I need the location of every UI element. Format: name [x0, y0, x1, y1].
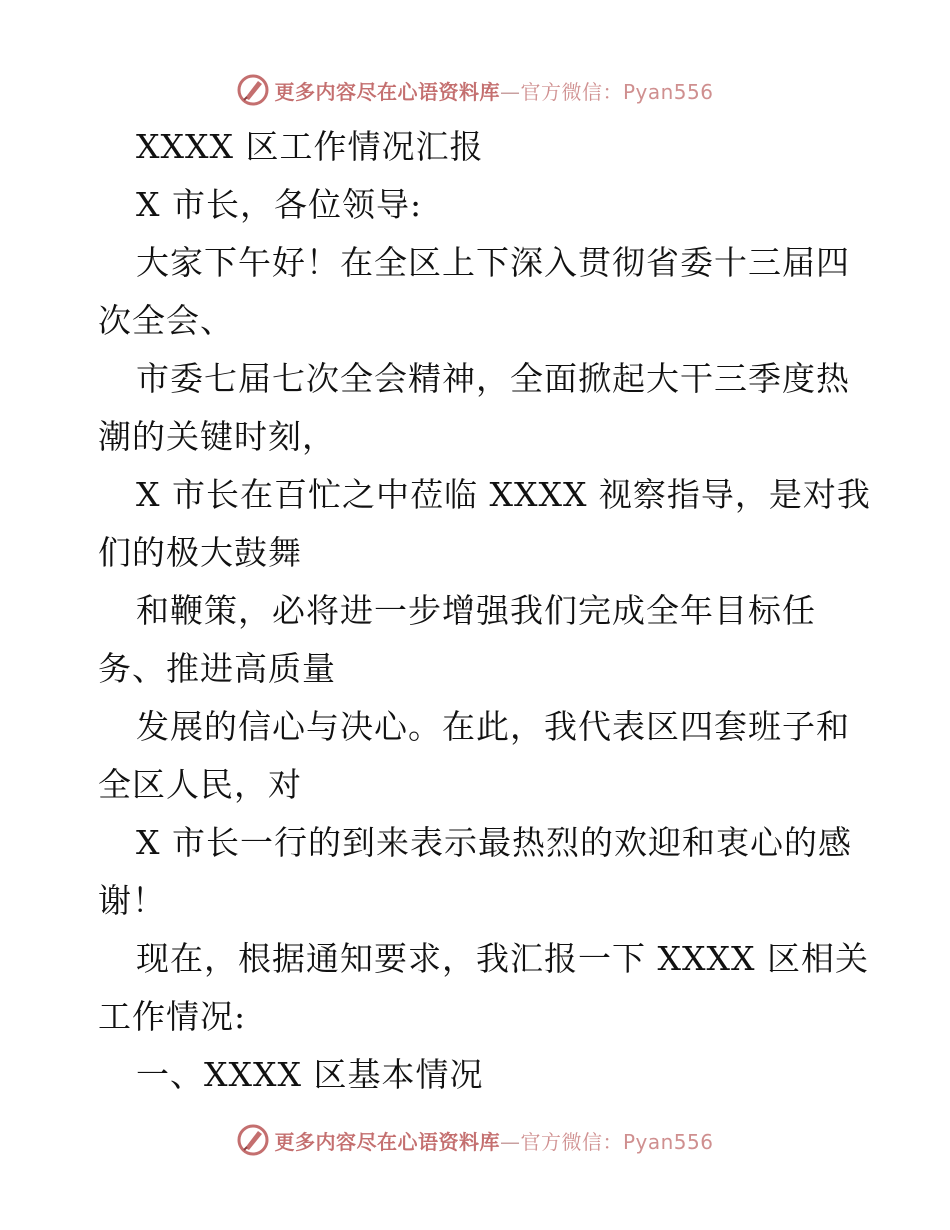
paragraph-line: 们的极大鼓舞: [98, 533, 302, 572]
watermark-separator: —: [499, 1129, 521, 1154]
document-title: XXXX 区工作情况汇报: [136, 127, 484, 166]
paragraph-line: 务、推进高质量: [98, 649, 336, 688]
salutation: X 市长，各位领导:: [136, 185, 423, 224]
quill-logo-icon: [236, 1123, 270, 1157]
watermark-main: 更多内容尽在心语资料库: [274, 1129, 500, 1154]
watermark-text: [274, 1126, 713, 1155]
paragraph-line: 次全会、: [98, 301, 234, 340]
paragraph-line: 现在，根据通知要求，我汇报一下 XXXX 区相关: [136, 939, 869, 978]
watermark-header: [0, 70, 950, 110]
paragraph-line: 潮的关键时刻，: [98, 417, 336, 456]
watermark-separator: —: [499, 79, 521, 104]
paragraph-line: 谢！: [98, 881, 166, 920]
paragraph-line: 和鞭策，必将进一步增强我们完成全年目标任: [136, 591, 816, 630]
watermark-tail: 官方微信：Pyan556: [520, 1129, 714, 1154]
paragraph-line: 大家下午好！在全区上下深入贯彻省委十三届四: [136, 243, 850, 282]
paragraph-line: 发展的信心与决心。在此，我代表区四套班子和: [136, 707, 850, 746]
paragraph-line: X 市长一行的到来表示最热烈的欢迎和衷心的感: [136, 823, 852, 862]
paragraph-line: 市委七届七次全会精神，全面掀起大干三季度热: [136, 359, 850, 398]
quill-logo-icon: [236, 73, 270, 107]
watermark-footer: [0, 1120, 950, 1160]
document-body: [98, 118, 871, 1104]
watermark-main: 更多内容尽在心语资料库: [274, 79, 500, 104]
section-heading: 一、XXXX 区基本情况: [136, 1055, 484, 1094]
paragraph-line: X 市长在百忙之中莅临 XXXX 视察指导，是对我: [136, 475, 871, 514]
paragraph-line: 工作情况:: [98, 997, 247, 1036]
watermark-text: [274, 76, 713, 105]
watermark-tail: 官方微信：Pyan556: [520, 79, 714, 104]
paragraph-line: 全区人民，对: [98, 765, 302, 804]
